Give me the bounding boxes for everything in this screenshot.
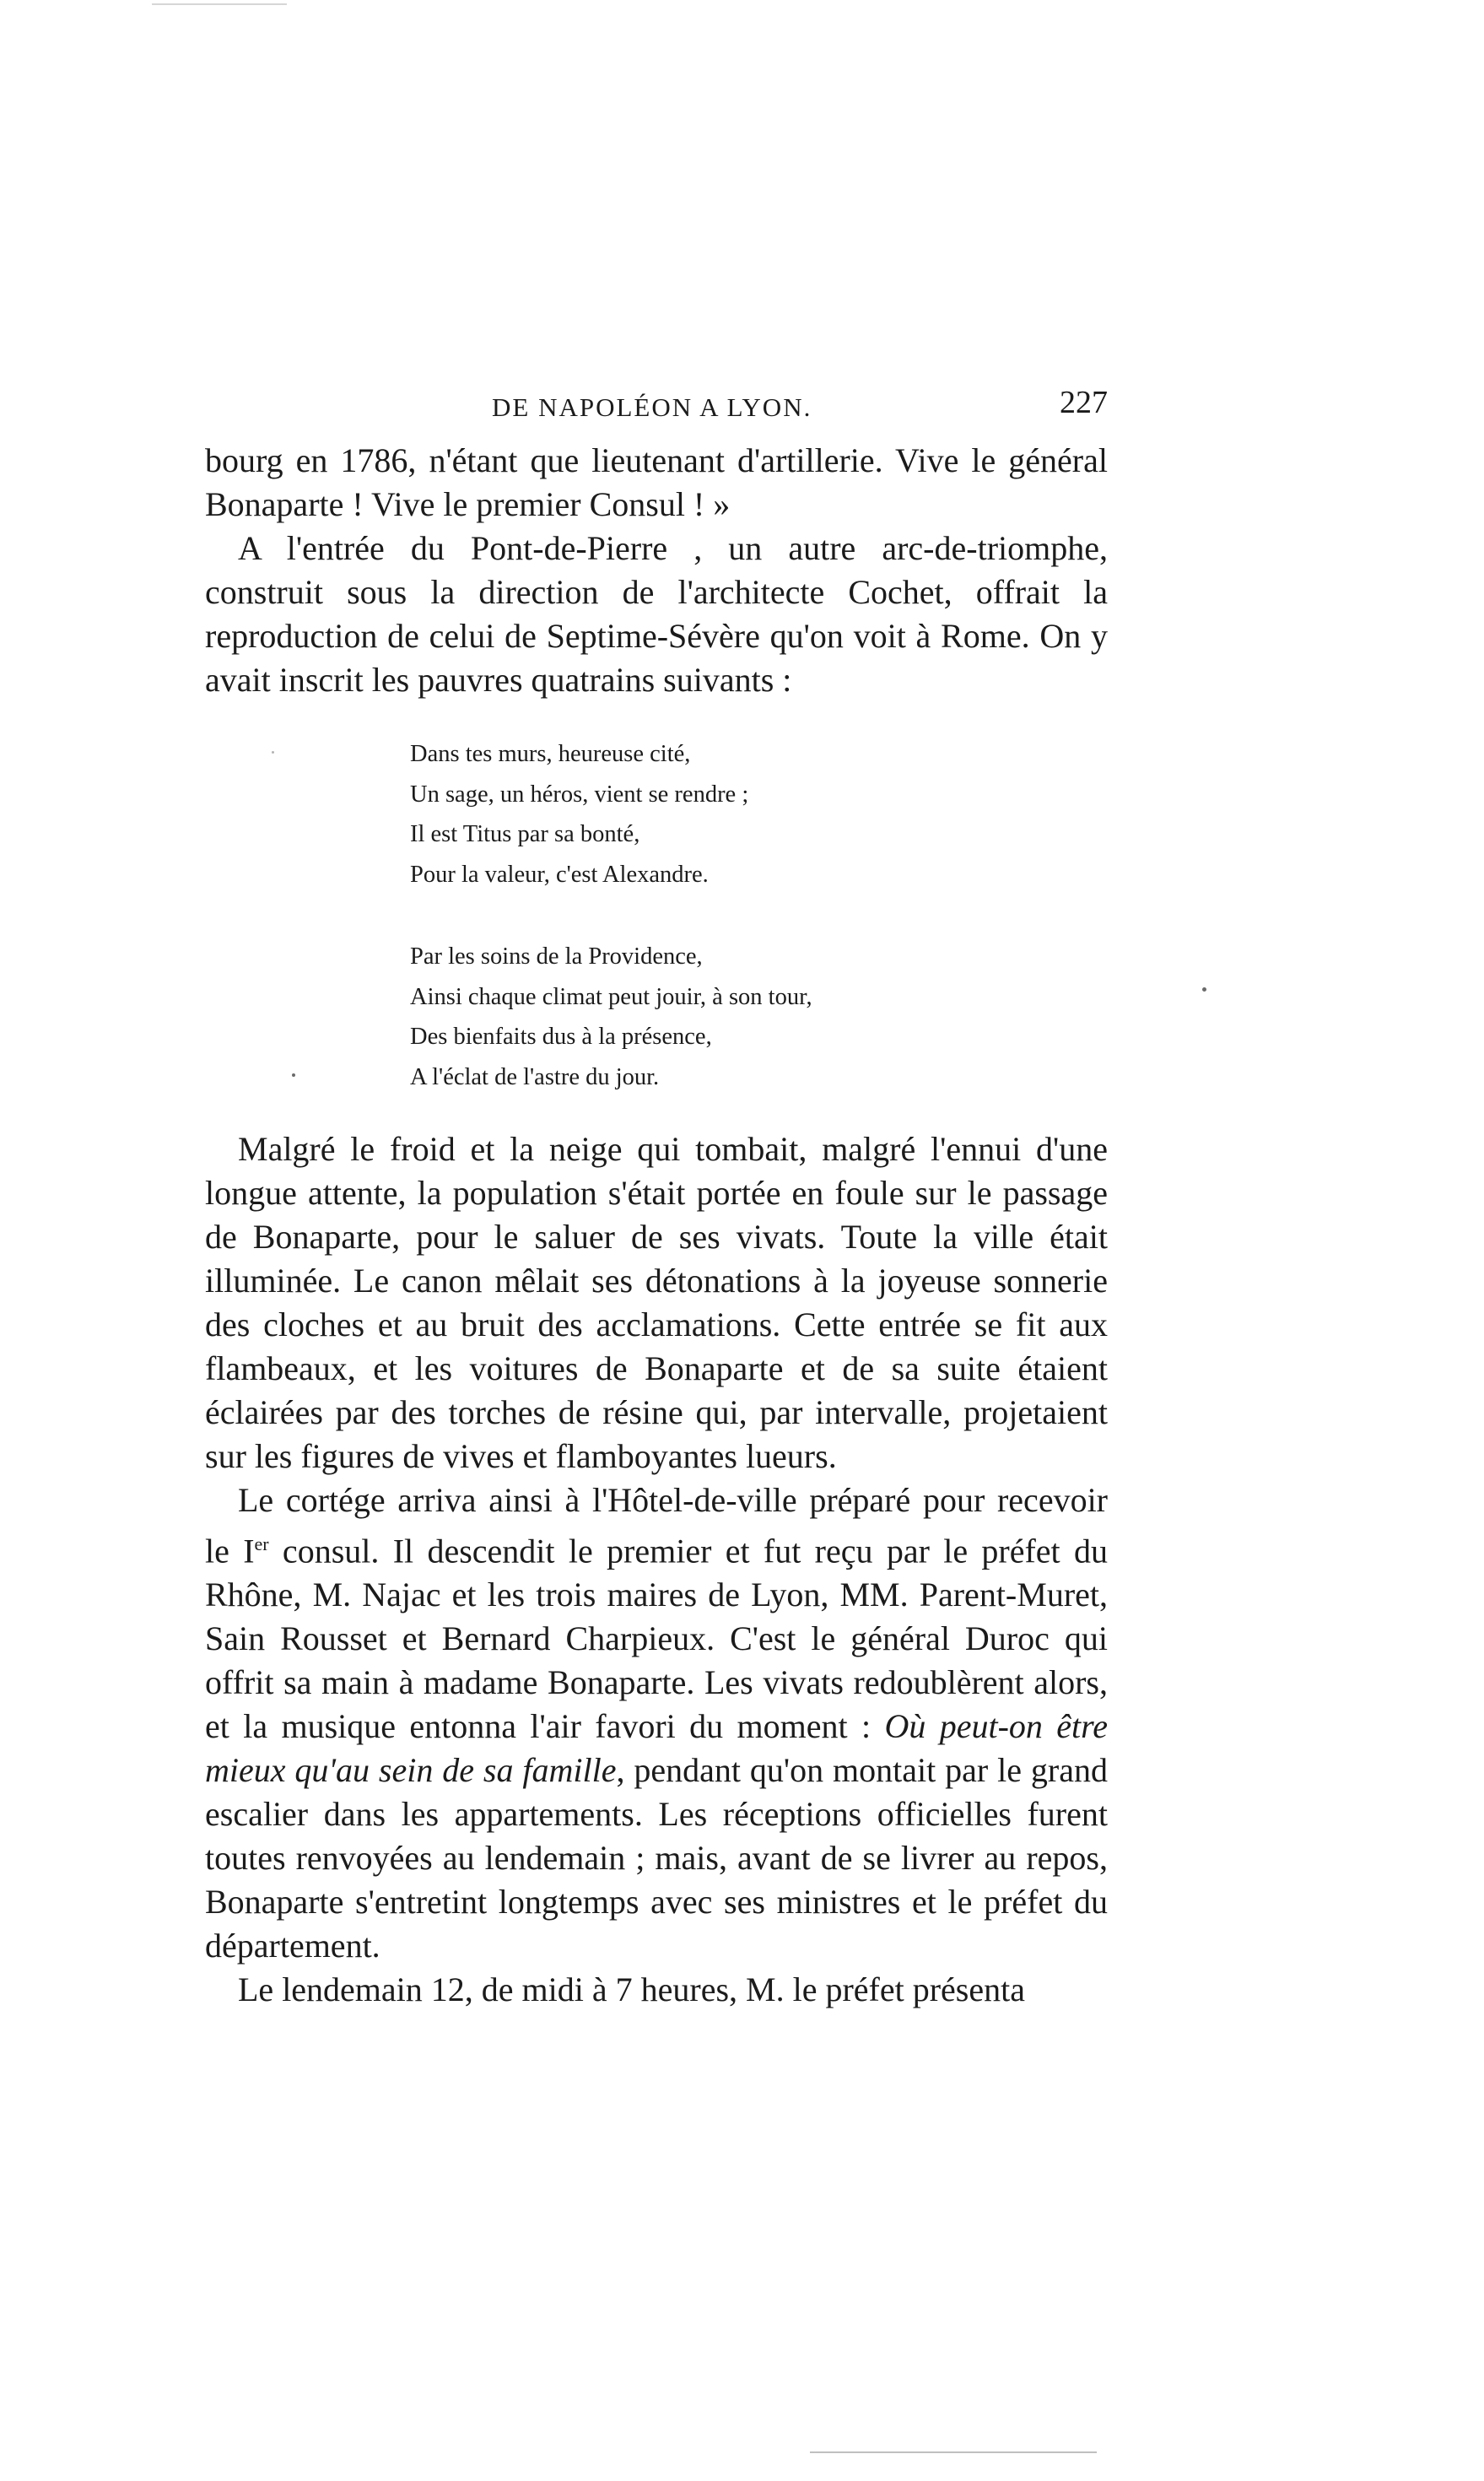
- poem-line: Pour la valeur, c'est Alexandre.: [410, 861, 709, 888]
- paragraph-continued: bourg en 1786, n'étant que lieutenant d'artillerie. Vive le général Bonaparte ! Vive le premier Consul ! »: [205, 441, 1108, 523]
- song-title: Où peut-on être mieux qu'au sein de sa famille: [205, 1707, 1109, 1790]
- poem-stanza-1: [410, 734, 1001, 895]
- scan-mark-bottom: [810, 2451, 1097, 2453]
- paragraph-next-day: Le lendemain 12, de midi à 7 heures, M. le préfet présenta: [238, 1970, 1025, 2009]
- paragraph-arrival: Malgré le froid et la neige qui tombait, malgré l'ennui d'une longue attente, la population s'était portée en foule sur le passage de Bonaparte, pour le saluer de ses vivats. Toute la ville était illuminée. Le canon mêlait ses détonations à la joyeuse sonnerie des cloches et au bruit des acclamations. Cette entrée se fit aux flambeaux, et les voitures de Bonaparte et de sa suite étaient éclairées par des torches de résine qui, par intervalle, projetaient sur les figures de vives et flamboyantes lueurs.: [205, 1130, 1108, 1475]
- poem-line: Il est Titus par sa bonté,: [410, 821, 640, 847]
- running-title: DE NAPOLÉON A LYON.: [492, 392, 812, 422]
- cortege-text-a: Le cortége arriva ainsi à l'Hôtel-de-ville préparé pour recevoir le I: [205, 1481, 1108, 1570]
- poem-line: Ainsi chaque climat peut jouir, à son tour,: [410, 983, 812, 1010]
- text-block-bottom: [205, 1127, 1108, 2012]
- poem-line: Dans tes murs, heureuse cité,: [410, 741, 691, 767]
- cortege-text-b: consul. Il descendit le premier et fut reçu par le préfet du Rhône, M. Najac et les trois maires de Lyon, MM. Parent-Muret, Sain Rousset et Bernard Charpieux. C'est le général Duroc qui offrit sa main à madame Bonaparte. Les vivats redoublèrent alors, et la musique entonna l'air favori du moment :: [205, 1532, 1108, 1746]
- scan-mark-top: [152, 3, 287, 5]
- cortege-text-c: , pendant qu'on montait par le grand escalier dans les appartements. Les réceptions officielles furent toutes renvoyées au lendemain ; mais, avant de se livrer au repos, Bonaparte s'entretint longtemps avec ses ministres et le préfet du département.: [205, 1751, 1108, 1965]
- consul-superscript: er: [254, 1533, 269, 1554]
- poem-line: Par les soins de la Providence,: [410, 943, 703, 970]
- scan-speck: [292, 1073, 295, 1077]
- text-block-top: [205, 439, 1108, 702]
- scan-speck: [1202, 987, 1206, 992]
- poem-line: Un sage, un héros, vient se rendre ;: [410, 781, 749, 808]
- scan-speck: [272, 751, 274, 754]
- paragraph-cortege: [205, 1478, 1108, 1968]
- poem-stanza-2: [410, 937, 1001, 1097]
- paragraph-arc-de-triomphe: A l'entrée du Pont-de-Pierre , un autre arc-de-triomphe, construit sous la direction de l'architecte Cochet, offrait la reproduction de celui de Septime-Sévère qu'on voit à Rome. On y avait inscrit les pauvres quatrains suivants :: [205, 529, 1108, 699]
- page-header: [205, 384, 1108, 435]
- page-number: 227: [1060, 385, 1108, 420]
- poem-line: A l'éclat de l'astre du jour.: [410, 1063, 660, 1090]
- poem-line: Des bienfaits dus à la présence,: [410, 1024, 712, 1050]
